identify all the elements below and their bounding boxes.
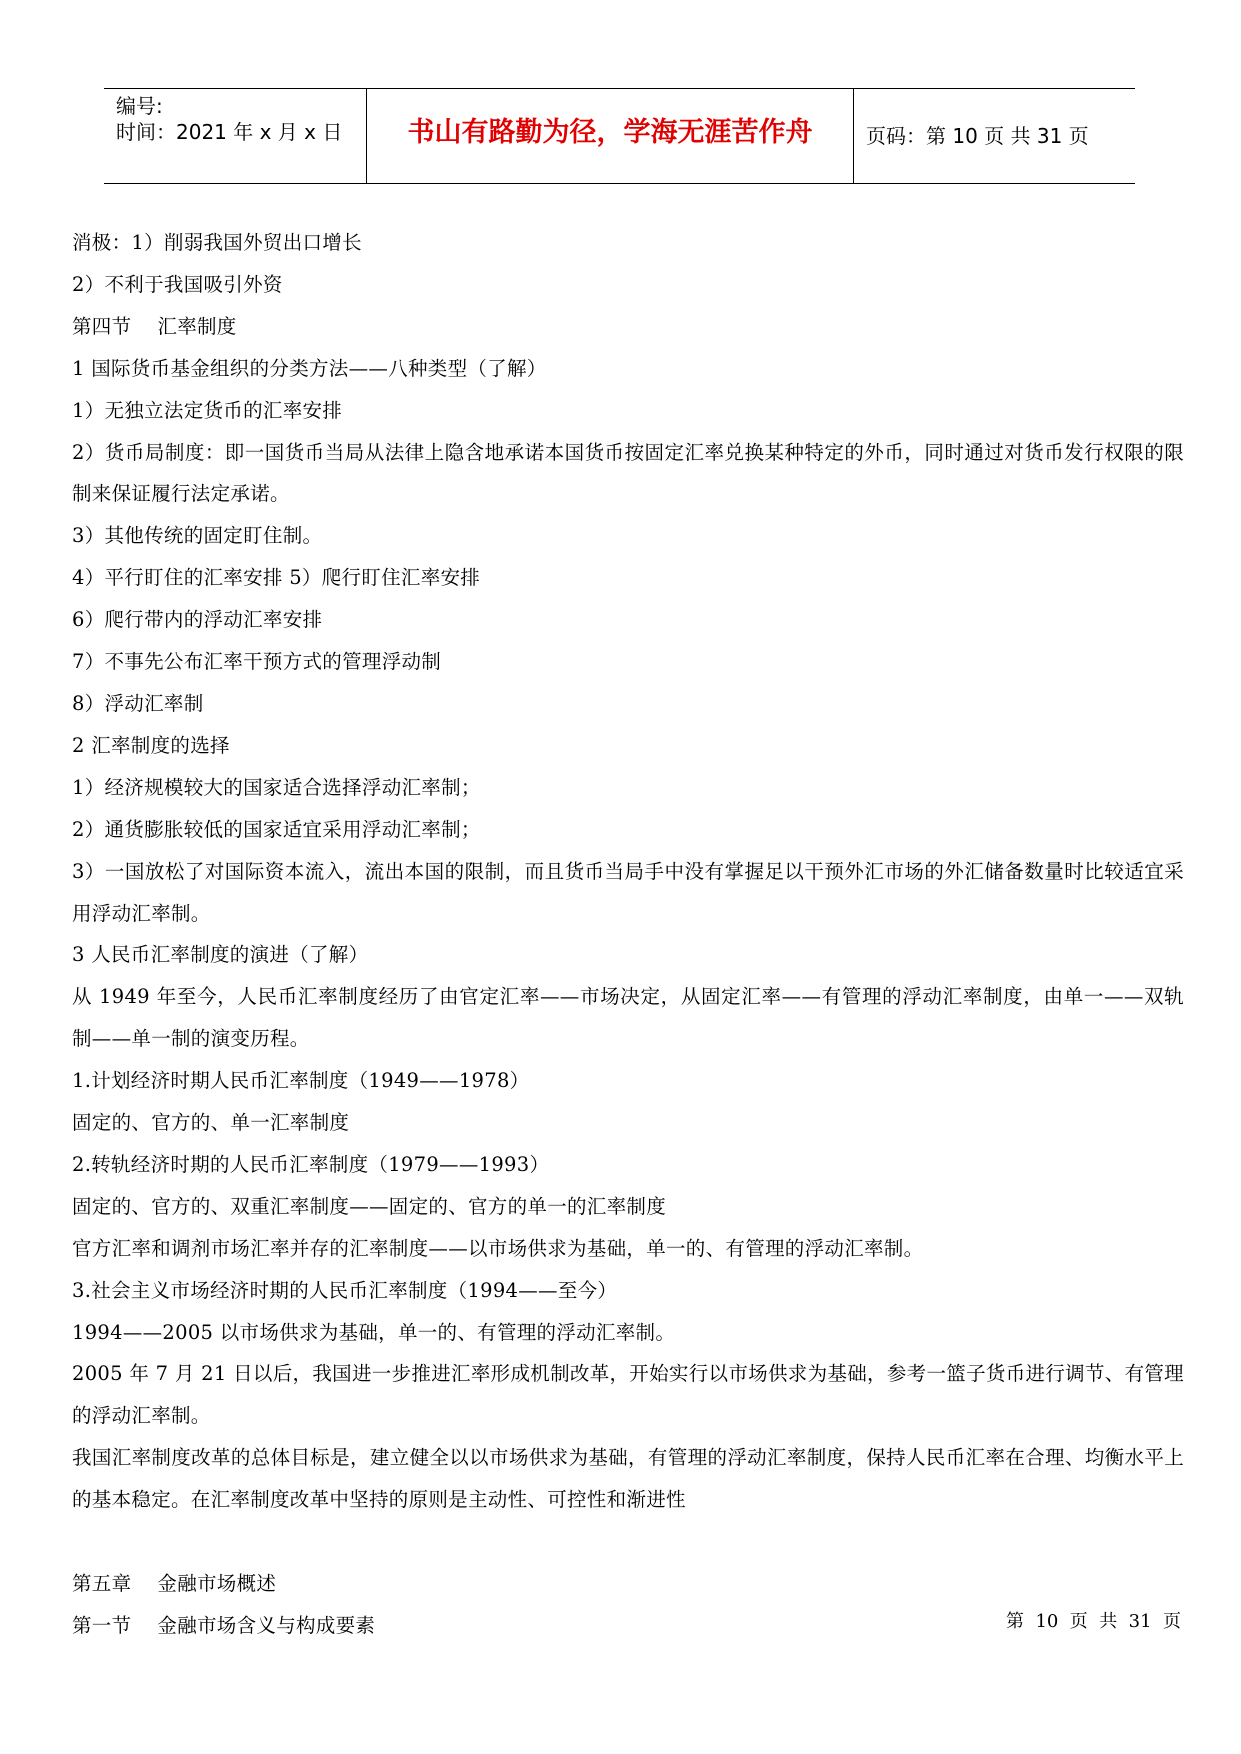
paragraph: 1994——2005 以市场供求为基础，单一的、有管理的浮动汇率制。: [72, 1320, 676, 1344]
paragraph: 消极：1）削弱我国外贸出口增长: [72, 231, 362, 254]
page-footer: 第 10 页 共 31 页: [1006, 1611, 1182, 1632]
section-heading: 第四节 汇率制度: [72, 314, 237, 338]
paragraph: 3.社会主义市场经济时期的人民币汇率制度（1994——至今）: [72, 1278, 618, 1302]
list-item: 6）爬行带内的浮动汇率安排: [72, 608, 323, 632]
chapter-heading: 第五章 金融市场概述: [72, 1572, 277, 1596]
document-header: [104, 88, 1135, 184]
list-item: 4）平行盯住的汇率安排 5）爬行盯住汇率安排: [72, 566, 481, 590]
header-meta-cell: [104, 89, 367, 183]
list-item: 1）无独立法定货币的汇率安排: [72, 398, 343, 422]
header-page-info: 页码：第 10 页 共 31 页: [866, 124, 1089, 148]
blank-line: [72, 1521, 1184, 1563]
list-item: 3）其他传统的固定盯住制。: [72, 524, 323, 548]
paragraph: 2）不利于我国吸引外资: [72, 272, 283, 296]
header-page-cell: [854, 89, 1135, 183]
paragraph: 官方汇率和调剂市场汇率并存的汇率制度——以市场供求为基础，单一的、有管理的浮动汇率制。: [72, 1236, 924, 1260]
list-item: 8）浮动汇率制: [72, 691, 204, 715]
document-time-label: 时间：2021 年 x 月 x 日: [116, 120, 343, 144]
list-item: 2）通货膨胀较低的国家适宜采用浮动汇率制；: [72, 817, 481, 841]
paragraph: 从 1949 年至今，人民币汇率制度经历了由官定汇率——市场决定，从固定汇率——有管理的浮动汇率制度，由单一——双轨制——单一制的演变历程。: [72, 985, 1184, 1051]
list-item: 1）经济规模较大的国家适合选择浮动汇率制；: [72, 775, 481, 799]
list-item: 7）不事先公布汇率干预方式的管理浮动制: [72, 650, 442, 674]
paragraph: 我国汇率制度改革的总体目标是，建立健全以以市场供求为基础，有管理的浮动汇率制度，保持人民币汇率在合理、均衡水平上的基本稳定。在汇率制度改革中坚持的原则是主动性、可控性和渐进性: [72, 1446, 1184, 1512]
list-item: 2）货币局制度：即一国货币当局从法律上隐含地承诺本国货币按固定汇率兑换某种特定的外币，同时通过对货币发行权限的限制来保证履行法定承诺。: [72, 440, 1184, 506]
paragraph: 2 汇率制度的选择: [72, 733, 230, 757]
paragraph: 固定的、官方的、双重汇率制度——固定的、官方的单一的汇率制度: [72, 1194, 667, 1218]
section-heading: 第一节 金融市场含义与构成要素: [72, 1614, 376, 1637]
paragraph: 2.转轨经济时期的人民币汇率制度（1979——1993）: [72, 1152, 550, 1176]
header-motto-cell: [367, 89, 854, 183]
paragraph: 3 人民币汇率制度的演进（了解）: [72, 943, 369, 967]
paragraph: 固定的、官方的、单一汇率制度: [72, 1111, 350, 1135]
document-number-label: 编号:: [116, 94, 163, 118]
paragraph: 1.计划经济时期人民币汇率制度（1949——1978）: [72, 1069, 530, 1093]
header-motto: 书山有路勤为径，学海无涯苦作舟: [407, 117, 813, 148]
paragraph: 1 国际货币基金组织的分类方法——八种类型（了解）: [72, 356, 547, 380]
list-item: 3）一国放松了对国际资本流入，流出本国的限制，而且货币当局手中没有掌握足以干预外汇市场的外汇储备数量时比较适宜采用浮动汇率制。: [72, 859, 1184, 925]
paragraph: 2005 年 7 月 21 日以后，我国进一步推进汇率形成机制改革，开始实行以市场供求为基础，参考一篮子货币进行调节、有管理的浮动汇率制。: [72, 1362, 1184, 1428]
document-body: [72, 222, 1184, 1647]
